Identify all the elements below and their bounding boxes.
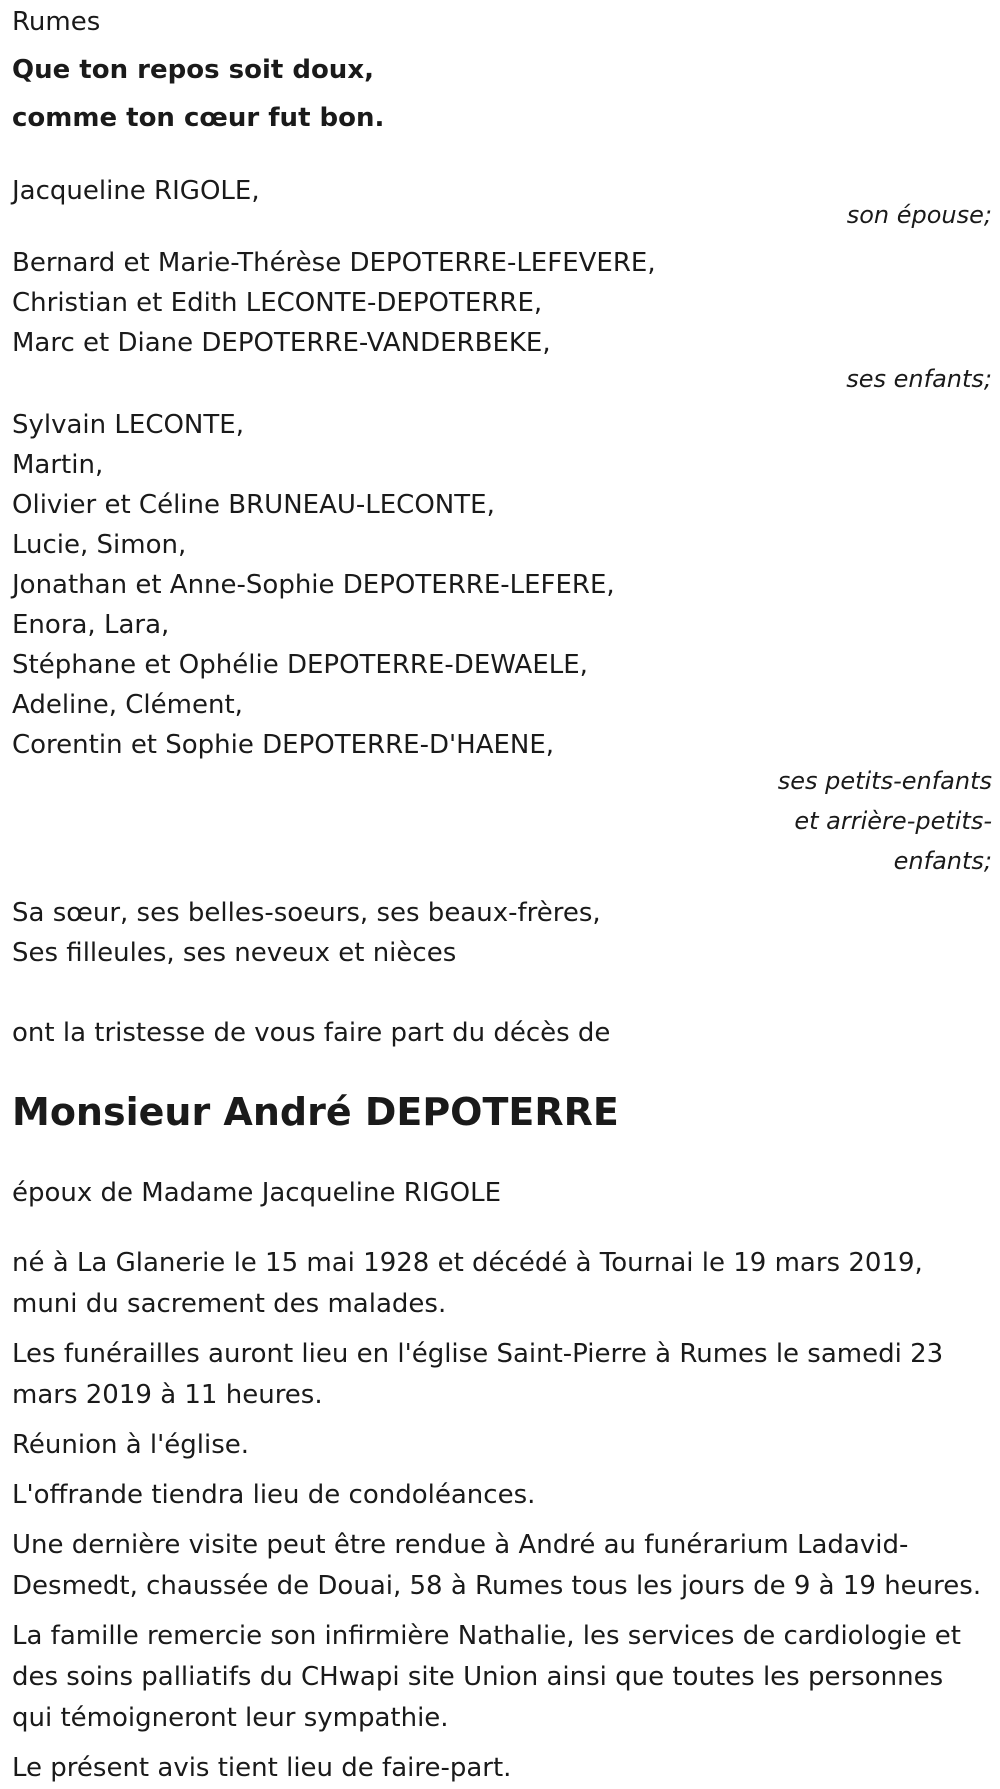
paragraph-meeting: Réunion à l'église.: [12, 1430, 250, 1460]
deceased-name: Monsieur André DEPOTERRE: [12, 1090, 619, 1134]
spouse-of: époux de Madame Jacqueline RIGOLE: [12, 1178, 502, 1208]
grandchildren-role: [12, 761, 992, 881]
spouse-role: son épouse;: [846, 201, 992, 229]
grandchild-name: Olivier et Céline BRUNEAU-LECONTE,: [12, 490, 495, 520]
grandchild-name: Lucie, Simon,: [12, 530, 187, 560]
obituary-content: [12, 0, 992, 1789]
paragraph-thanks: La famille remercie son infirmière Nathalie, les services de cardiologie et des soins palliatifs du CHwapi site Union ainsi que toutes les personnes qui témoigneront leur sympathie.: [12, 1621, 961, 1733]
grandchildren-role-line: enfants;: [893, 847, 992, 875]
grandchild-name: Enora, Lara,: [12, 610, 170, 640]
paragraph-funeral: Les funérailles auront lieu en l'église Saint-Pierre à Rumes le samedi 23 mars 2019 à 11 heures.: [12, 1339, 944, 1410]
child-name: Bernard et Marie-Thérèse DEPOTERRE-LEFEVERE,: [12, 248, 656, 278]
paragraph-offering: L'offrande tiendra lieu de condoléances.: [12, 1480, 536, 1510]
children-list: [12, 243, 992, 363]
spouse-name: Jacqueline RIGOLE,: [12, 176, 260, 206]
place-name: Rumes: [12, 7, 101, 37]
children-role: ses enfants;: [846, 365, 992, 393]
family-line: Ses filleules, ses neveux et nièces: [12, 938, 457, 968]
paragraph-notice: Le présent avis tient lieu de faire-part.: [12, 1753, 512, 1783]
paragraph-birth-death: né à La Glanerie le 15 mai 1928 et décédé à Tournai le 19 mars 2019, muni du sacrement des malades.: [12, 1248, 923, 1319]
grandchildren-role-line: et arrière-petits-: [794, 807, 992, 835]
grandchild-name: Jonathan et Anne-Sophie DEPOTERRE-LEFERE,: [12, 570, 615, 600]
grandchild-name: Stéphane et Ophélie DEPOTERRE-DEWAELE,: [12, 650, 588, 680]
family-line: Sa sœur, ses belles-soeurs, ses beaux-frères,: [12, 898, 601, 928]
grandchildren-list: [12, 405, 992, 765]
paragraph-visit: Une dernière visite peut être rendue à André au funérarium Ladavid-Desmedt, chaussée de Douai, 58 à Rumes tous les jours de 9 à 19 heures.: [12, 1530, 982, 1601]
child-name: Marc et Diane DEPOTERRE-VANDERBEKE,: [12, 328, 551, 358]
quote-line-2: comme ton cœur fut bon.: [12, 103, 385, 133]
grandchild-name: Sylvain LECONTE,: [12, 410, 244, 440]
grandchild-name: Martin,: [12, 450, 104, 480]
extended-family: [12, 893, 992, 973]
child-name: Christian et Edith LECONTE-DEPOTERRE,: [12, 288, 543, 318]
announcement: ont la tristesse de vous faire part du décès de: [12, 1018, 611, 1048]
grandchildren-role-line: ses petits-enfants: [777, 767, 992, 795]
grandchild-name: Adeline, Clément,: [12, 690, 243, 720]
quote-line-1: Que ton repos soit doux,: [12, 55, 374, 85]
grandchild-name: Corentin et Sophie DEPOTERRE-D'HAENE,: [12, 730, 555, 760]
